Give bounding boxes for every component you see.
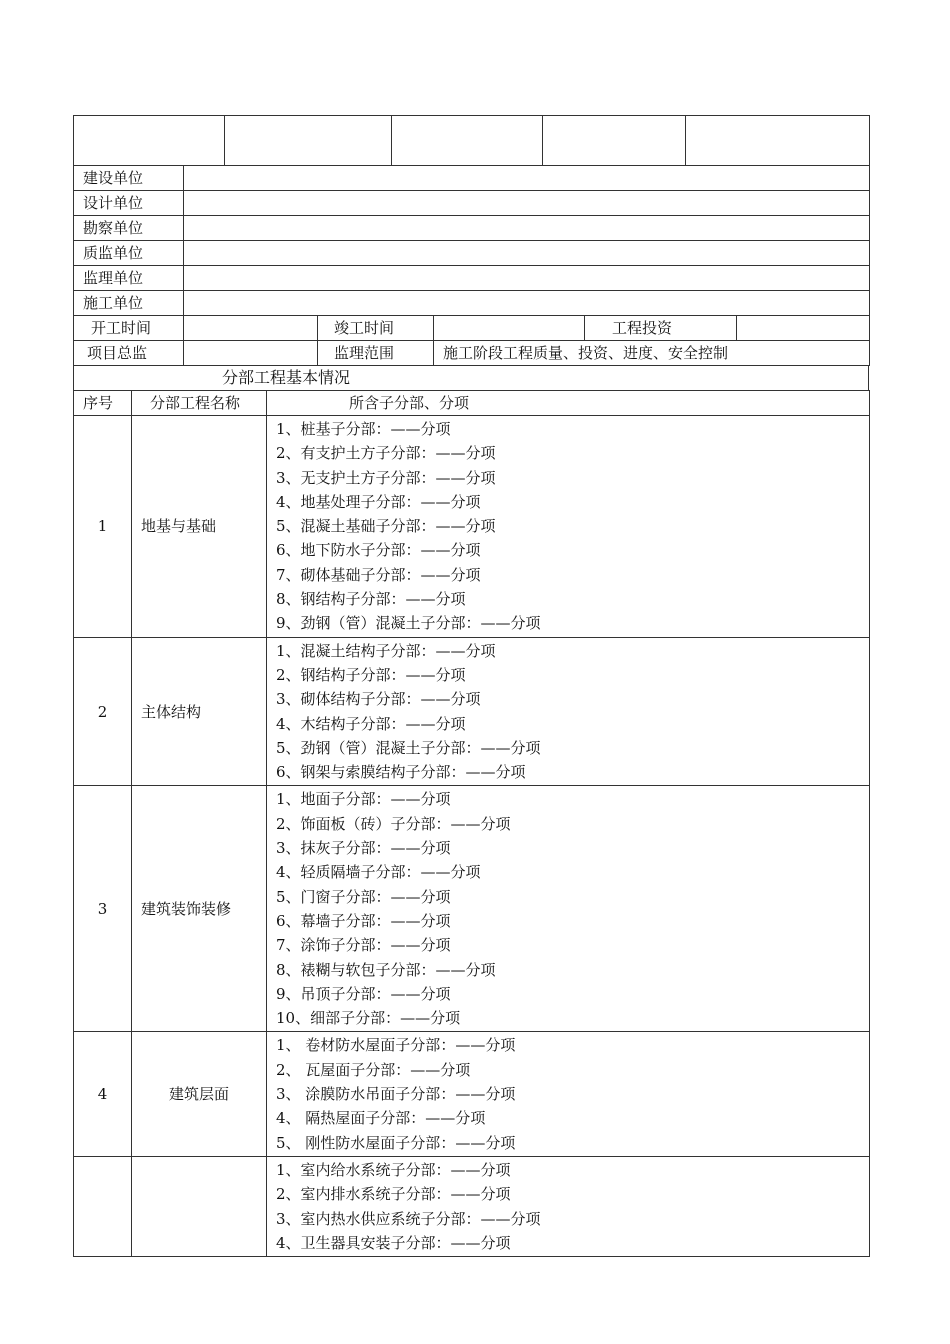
section-number: 1 xyxy=(74,416,132,638)
list-item: 1、室内给水系统子分部：——分项 xyxy=(276,1160,511,1179)
header-cell xyxy=(74,116,225,166)
list-item: 2、饰面板（砖）子分部：——分项 xyxy=(276,814,511,833)
units-table xyxy=(73,165,870,316)
list-item: 5、 刚性防水屋面子分部：——分项 xyxy=(276,1133,516,1152)
unit-label: 质监单位 xyxy=(74,241,184,266)
list-item: 1、 卷材防水屋面子分部：——分项 xyxy=(276,1036,516,1055)
list-item: 6、幕墙子分部：——分项 xyxy=(276,911,451,930)
finish-time-value xyxy=(434,316,585,341)
unit-value xyxy=(184,291,870,316)
unit-value xyxy=(184,166,870,191)
list-item: 10、细部子分部：——分项 xyxy=(276,1009,461,1028)
unit-label: 监理单位 xyxy=(74,266,184,291)
finish-time-label: 竣工时间 xyxy=(318,316,434,341)
section-number: 3 xyxy=(74,786,132,1032)
list-item: 7、砌体基础子分部：——分项 xyxy=(276,565,481,584)
list-item: 1、地面子分部：——分项 xyxy=(276,790,451,809)
section-name: 地基与基础 xyxy=(132,416,267,638)
investment-label: 工程投资 xyxy=(585,316,737,341)
unit-label: 勘察单位 xyxy=(74,216,184,241)
header-cell xyxy=(392,116,543,166)
section-title: 分部工程基本情况 xyxy=(74,366,869,391)
section-items xyxy=(267,637,870,786)
section-row xyxy=(74,637,870,786)
header-table xyxy=(73,115,870,166)
list-item: 2、 瓦屋面子分部：——分项 xyxy=(276,1060,471,1079)
unit-value xyxy=(184,266,870,291)
section-number xyxy=(74,1156,132,1256)
column-header-name: 分部工程名称 xyxy=(132,391,267,416)
unit-value xyxy=(184,241,870,266)
header-cell xyxy=(543,116,686,166)
list-item: 5、劲钢（管）混凝土子分部：——分项 xyxy=(276,738,541,757)
section-title-table xyxy=(73,365,869,391)
unit-label: 设计单位 xyxy=(74,191,184,216)
list-item: 5、门窗子分部：——分项 xyxy=(276,887,451,906)
list-item: 4、地基处理子分部：——分项 xyxy=(276,492,481,511)
scope-label: 监理范围 xyxy=(318,341,434,366)
section-name: 建筑层面 xyxy=(132,1032,267,1156)
list-item: 3、 涂膜防水吊面子分部：——分项 xyxy=(276,1085,516,1104)
list-item: 6、钢架与索膜结构子分部：——分项 xyxy=(276,763,526,782)
list-item: 3、抹灰子分部：——分项 xyxy=(276,839,451,858)
project-overview-form xyxy=(73,115,869,1257)
section-name: 建筑装饰装修 xyxy=(132,786,267,1032)
section-row xyxy=(74,1032,870,1156)
section-row xyxy=(74,416,870,638)
unit-value xyxy=(184,191,870,216)
header-cell xyxy=(686,116,870,166)
column-header-no: 序号 xyxy=(74,391,132,416)
list-item: 7、涂饰子分部：——分项 xyxy=(276,936,451,955)
start-time-value xyxy=(184,316,318,341)
list-item: 4、木结构子分部：——分项 xyxy=(276,714,466,733)
section-number: 4 xyxy=(74,1032,132,1156)
list-item: 1、桩基子分部：——分项 xyxy=(276,420,451,438)
list-item: 1、混凝土结构子分部：——分项 xyxy=(276,641,496,660)
section-items xyxy=(267,1156,870,1256)
list-item: 8、钢结构子分部：——分项 xyxy=(276,590,466,609)
list-item: 6、地下防水子分部：——分项 xyxy=(276,541,481,560)
list-item: 9、吊顶子分部：——分项 xyxy=(276,984,451,1003)
list-item: 9、劲钢（管）混凝土子分部：——分项 xyxy=(276,614,541,633)
director-label: 项目总监 xyxy=(74,341,184,366)
unit-label: 施工单位 xyxy=(74,291,184,316)
director-value xyxy=(184,341,318,366)
section-name xyxy=(132,1156,267,1256)
info-table xyxy=(73,315,870,366)
investment-value xyxy=(737,316,870,341)
subproject-table xyxy=(73,390,870,1257)
list-item: 4、 隔热屋面子分部：——分项 xyxy=(276,1109,486,1128)
section-items xyxy=(267,416,870,638)
list-item: 3、无支护土方子分部：——分项 xyxy=(276,468,496,487)
section-items xyxy=(267,786,870,1032)
section-row xyxy=(74,786,870,1032)
list-item: 4、轻质隔墙子分部：——分项 xyxy=(276,863,481,882)
list-item: 5、混凝土基础子分部：——分项 xyxy=(276,517,496,536)
section-number: 2 xyxy=(74,637,132,786)
section-row xyxy=(74,1156,870,1256)
unit-value xyxy=(184,216,870,241)
start-time-label: 开工时间 xyxy=(74,316,184,341)
column-header-items: 所含子分部、分项 xyxy=(267,391,870,416)
list-item: 2、钢结构子分部：——分项 xyxy=(276,665,466,684)
list-item: 3、室内热水供应系统子分部：——分项 xyxy=(276,1209,541,1228)
list-item: 2、有支护土方子分部：——分项 xyxy=(276,444,496,463)
scope-value: 施工阶段工程质量、投资、进度、安全控制 xyxy=(434,341,870,366)
section-items xyxy=(267,1032,870,1156)
unit-label: 建设单位 xyxy=(74,166,184,191)
header-cell xyxy=(225,116,392,166)
list-item: 2、室内排水系统子分部：——分项 xyxy=(276,1185,511,1204)
list-item: 3、砌体结构子分部：——分项 xyxy=(276,690,481,709)
section-name: 主体结构 xyxy=(132,637,267,786)
list-item: 4、卫生器具安装子分部：——分项 xyxy=(276,1233,511,1252)
list-item: 8、裱糊与软包子分部：——分项 xyxy=(276,960,496,979)
